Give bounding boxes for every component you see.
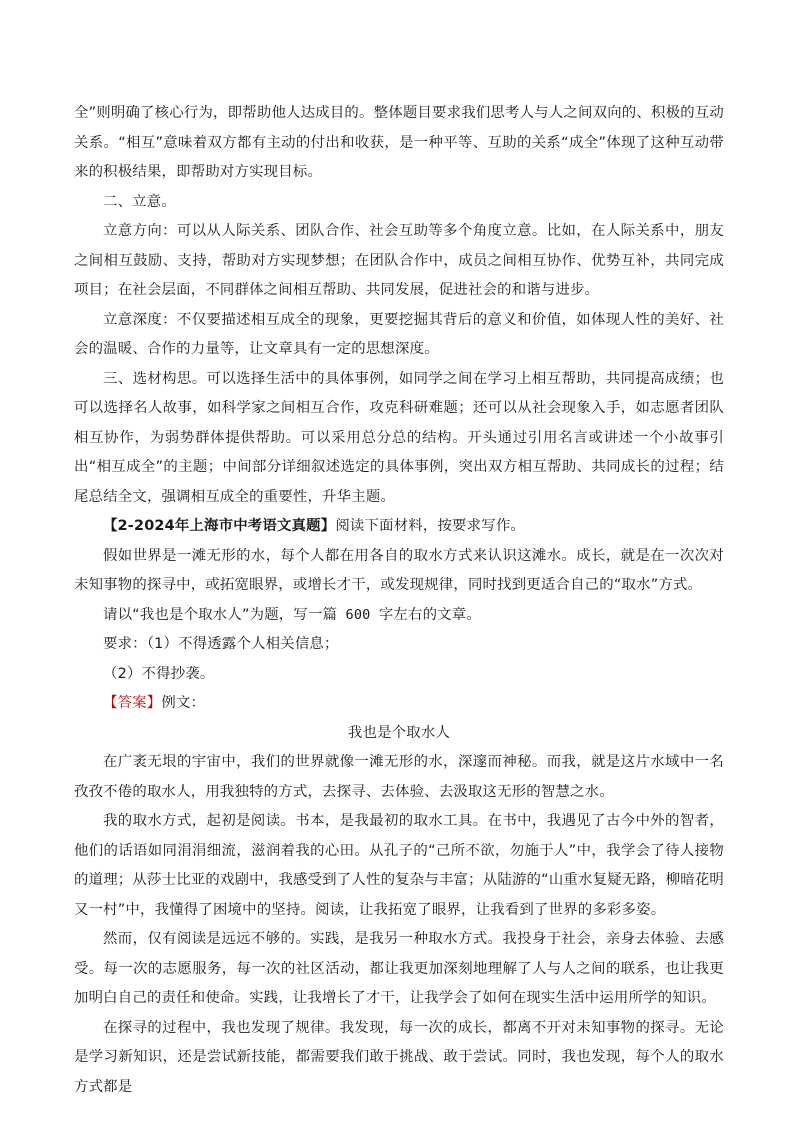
paragraph-prompt <box>74 601 724 631</box>
question-source-label: 【2-2024年上海市中考语文真题】 <box>103 518 336 534</box>
essay-paragraph-4: 在探寻的过程中，我也发现了规律。我发现，每一次的成长，都离不开对未知事物的探寻。无论是学习新知识，还是尝试新技能，都需要我们敢于挑战、敢于尝试。同时，我也发现，每个人的取水方式都是 <box>74 1019 724 1095</box>
essay-title: 我也是个取水人 <box>347 724 451 741</box>
prompt-text-a: 请以“我也是个取水人”为题，写一篇 <box>103 606 338 623</box>
prompt-text-b: 字左右的文章。 <box>378 606 481 623</box>
paragraph-theme-direction: 立意方向：可以从人际关系、团队合作、社会互助等多个角度立意。比如，在人际关系中，朋友之间相互鼓励、支持，帮助对方实现梦想；在团队合作中，成员之间相互协作、优势互补，共同完成项目；在社会层面，不同群体之间相互帮助、共同发展，促进社会的和谐与进步。 <box>74 223 724 298</box>
question-instruction: 阅读下面材料，按要求写作。 <box>335 518 526 534</box>
paragraph-material: 假如世界是一滩无形的水，每个人都在用各自的取水方式来认识这滩水。成长，就是在一次次对未知事物的探寻中，或拓宽眼界，或增长才干，或发现规律，同时找到更适合自己的“取水”方式。 <box>74 547 724 593</box>
essay-paragraph-2: 我的取水方式，起初是阅读。书本，是我最初的取水工具。在书中，我遇见了古今中外的智者，他们的话语如同涓涓细流，滋润着我的心田。从孔子的“己所不欲，勿施于人”中，我学会了待人接物的道理；从莎士比亚的戏剧中，我感受到了人性的复杂与丰富；从陆游的“山重水复疑无路，柳暗花明又一村”中，我懂得了困境中的坚持。阅读，让我拓宽了眼界，让我看到了世界的多彩多姿。 <box>74 813 724 918</box>
prompt-word-count: 600 <box>337 606 379 623</box>
answer-header <box>74 689 724 719</box>
paragraph-topic-analysis: 全”则明确了核心行为，即帮助他人达成目的。整体题目要求我们思考人与人之间双向的、积极的互动关系。“相互”意味着双方都有主动的付出和收获，是一种平等、互助的关系“成全”体现了这种互动带来的积极结果，即帮助对方实现目标。 <box>74 105 724 180</box>
answer-label: 【答案】 <box>103 695 162 711</box>
answer-intro: 例文： <box>161 695 206 711</box>
heading-theme: 二、立意。 <box>103 193 176 210</box>
document-body <box>74 99 724 1102</box>
essay-paragraph-1: 在广袤无垠的宇宙中，我们的世界就像一滩无形的水，深邃而神秘。而我，就是这片水域中一名孜孜不倦的取水人，用我独特的方式，去探寻、去体验、去汲取这无形的智慧之水。 <box>74 754 724 800</box>
question-header <box>74 512 724 542</box>
essay-paragraph-3: 然而，仅有阅读是远远不够的。实践，是我另一种取水方式。我投身于社会，亲身去体验、去感受。每一次的志愿服务，每一次的社区活动，都让我更加深刻地理解了人与人之间的联系，也让我更加明白自己的责任和使命。实践，让我增长了才干，让我学会了如何在现实生活中运用所学的知识。 <box>74 931 724 1006</box>
requirement-1: 要求：（1）不得透露个人相关信息； <box>103 636 339 652</box>
paragraph-material-selection: 三、选材构思。可以选择生活中的具体事例，如同学之间在学习上相互帮助，共同提高成绩；也可以选择名人故事，如科学家之间相互合作，攻克科研难题；还可以从社会现象入手，如志愿者团队相互协作，为弱势群体提供帮助。可以采用总分总的结构。开头通过引用名言或讲述一个小故事引出“相互成全”的主题；中间部分详细叙述选定的具体事例，突出双方相互帮助、共同成长的过程；结尾总结全文，强调相互成全的重要性，升华主题。 <box>74 370 724 505</box>
requirement-2: （2）不得抄袭。 <box>103 665 215 682</box>
paragraph-theme-depth: 立意深度：不仅要描述相互成全的现象，更要挖掘其背后的意义和价值，如体现人性的美好、社会的温暖、合作的力量等，让文章具有一定的思想深度。 <box>74 311 724 357</box>
